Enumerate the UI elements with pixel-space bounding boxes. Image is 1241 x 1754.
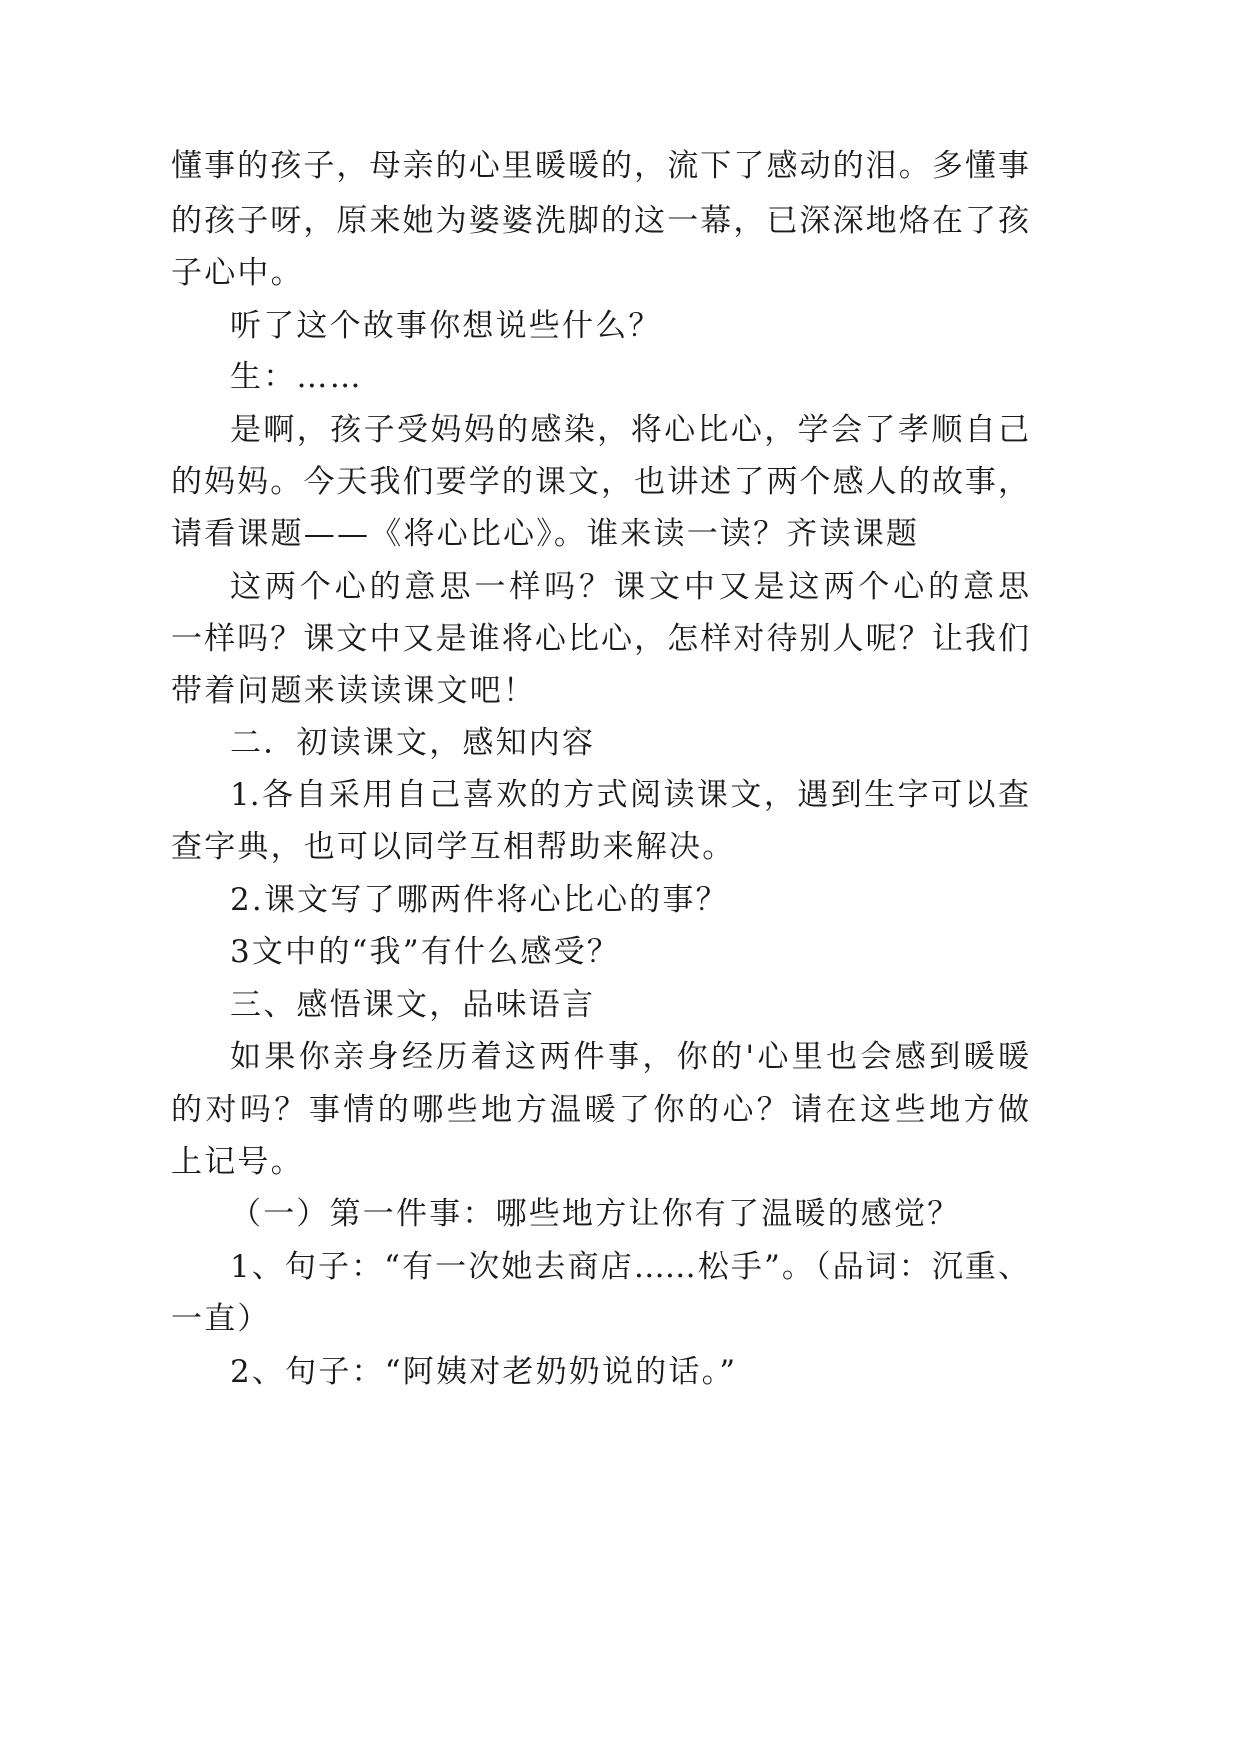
sub-heading-1: （一）第一件事：哪些地方让你有了温暖的感觉？ <box>230 1196 961 1232</box>
text-line-13: 1.各自采用自己喜欢的方式阅读课文，遇到生字可以查 <box>230 777 1029 813</box>
text-line-5: 生：…… <box>230 359 363 395</box>
text-line-6: 是啊，孩子受妈妈的感染，将心比心，学会了孝顺自己 <box>230 412 1029 448</box>
text-line-18: 如果你亲身经历着这两件事，你的'心里也会感到暖暖 <box>230 1039 1029 1075</box>
text-line-16: 3文中的“我”有什么感受？ <box>230 934 621 970</box>
text-line-24: 2、句子：“阿姨对老奶奶说的话。” <box>230 1354 738 1390</box>
text-line-8: 请看课题——《将心比心》。谁来读一读？齐读课题 <box>171 516 920 552</box>
section-heading-2: 二．初读课文，感知内容 <box>230 725 596 761</box>
text-line-4: 听了这个故事你想说些什么？ <box>230 308 662 344</box>
text-line-2: 的孩子呀，原来她为婆婆洗脚的这一幕，已深深地烙在了孩 <box>171 203 1029 239</box>
text-line-10: 一样吗？课文中又是谁将心比心，怎样对待别人呢？让我们 <box>171 621 1029 657</box>
text-line-7: 的妈妈。今天我们要学的课文，也讲述了两个感人的故事， <box>171 464 1029 500</box>
text-line-23: 一直） <box>171 1301 271 1337</box>
text-line-14: 查字典，也可以同学互相帮助来解决。 <box>171 829 736 865</box>
text-line-3: 子心中。 <box>171 255 304 291</box>
text-line-20: 上记号。 <box>171 1144 304 1180</box>
text-line-22: 1、句子：“有一次她去商店……松手”。（品词：沉重、 <box>230 1249 1029 1285</box>
text-line-11: 带着问题来读读课文吧！ <box>171 673 537 709</box>
section-heading-3: 三、感悟课文，品味语言 <box>230 987 596 1023</box>
text-line-19: 的对吗？事情的哪些地方温暖了你的心？请在这些地方做 <box>171 1092 1029 1128</box>
text-line-1: 懂事的孩子，母亲的心里暖暖的，流下了感动的泪。多懂事 <box>171 148 1029 184</box>
text-line-15: 2.课文写了哪两件将心比心的事？ <box>230 882 729 918</box>
text-line-9: 这两个心的意思一样吗？课文中又是这两个心的意思 <box>230 569 1029 605</box>
